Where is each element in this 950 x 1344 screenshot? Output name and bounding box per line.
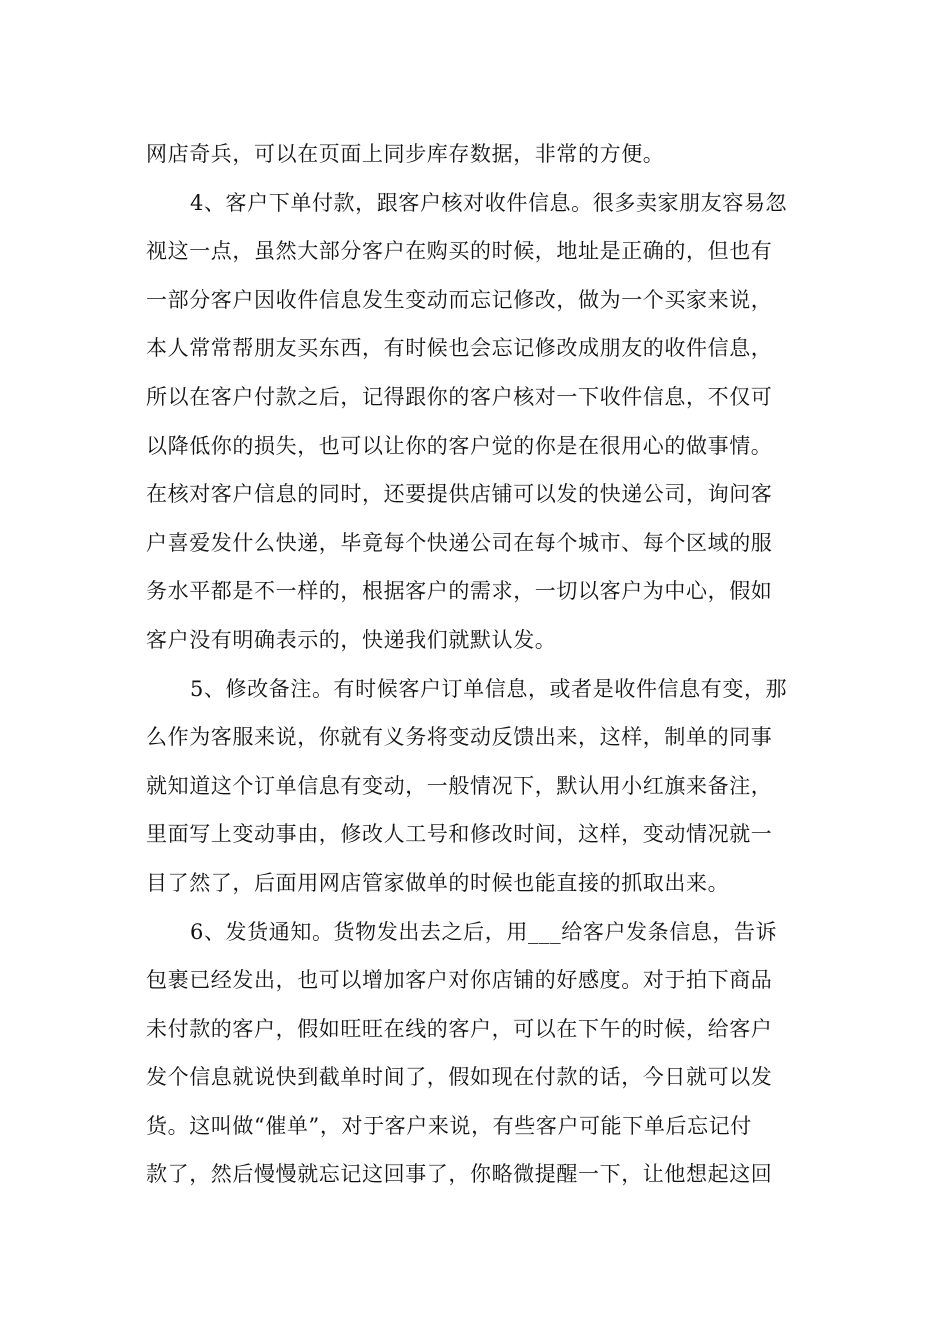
text-line: 6、发货通知。货物发出去之后，用___给客户发条信息，告诉	[190, 919, 778, 944]
text-line: 4、客户下单付款，跟客户核对收件信息。很多卖家朋友容易忽	[190, 190, 788, 215]
text-line: 发个信息就说快到截单时间了，假如现在付款的话，今日就可以发	[146, 1065, 773, 1090]
text-line: 在核对客户信息的同时，还要提供店铺可以发的快递公司，询问客	[146, 482, 773, 507]
text-line: 就知道这个订单信息有变动，一般情况下，默认用小红旗来备注，	[146, 773, 773, 798]
text-line: 网店奇兵，可以在页面上同步库存数据，非常的方便。	[146, 142, 665, 166]
text-line: 户喜爱发什么快递，毕竟每个快递公司在每个城市、每个区域的服	[146, 530, 773, 555]
text-line: 一部分客户因收件信息发生变动而忘记修改，做为一个买家来说，	[146, 287, 773, 312]
text-line: 目了然了，后面用网店管家做单的时候也能直接的抓取出来。	[146, 870, 730, 895]
text-line: 所以在客户付款之后，记得跟你的客户核对一下收件信息，不仅可	[146, 384, 773, 409]
text-line: 务水平都是不一样的，根据客户的需求，一切以客户为中心，假如	[146, 579, 773, 604]
text-line: 包裹已经发出，也可以增加客户对你店铺的好感度。对于拍下商品	[146, 968, 773, 993]
text-line: 5、修改备注。有时候客户订单信息，或者是收件信息有变，那	[190, 676, 788, 701]
text-line: 里面写上变动事由，修改人工号和修改时间，这样，变动情况就一	[146, 822, 773, 847]
text-line: 么作为客服来说，你就有义务将变动反馈出来，这样，制单的同事	[146, 725, 773, 750]
text-line: 货。这叫做“催单”，对于客户来说，有些客户可能下单后忘记付	[146, 1113, 752, 1138]
text-line: 未付款的客户，假如旺旺在线的客户，可以在下午的时候，给客户	[146, 1016, 773, 1041]
text-line: 款了，然后慢慢就忘记这回事了，你略微提醒一下，让他想起这回	[146, 1162, 773, 1187]
body-text	[146, 130, 806, 1199]
text-line: 客户没有明确表示的，快递我们就默认发。	[146, 627, 557, 652]
text-line: 以降低你的损失，也可以让你的客户觉的你是在很用心的做事情。	[146, 433, 773, 458]
text-line: 本人常常帮朋友买东西，有时候也会忘记修改成朋友的收件信息，	[146, 336, 773, 361]
text-line: 视这一点，虽然大部分客户在购买的时候，地址是正确的，但也有	[146, 239, 773, 264]
